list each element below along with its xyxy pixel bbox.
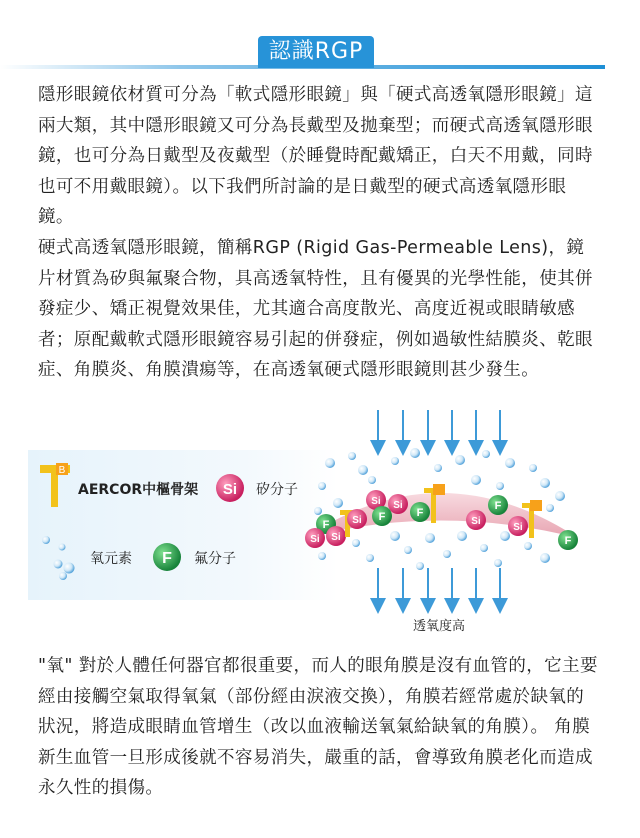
si-legend-symbol (216, 474, 244, 502)
svg-text:Si: Si (310, 534, 320, 545)
paragraph-lens-types: 隱形眼鏡依材質可分為「軟式隱形眼鏡」與「硬式高透氧隱形眼鏡」這兩大類，其中隱形眼鏡又可分為長戴型及拋棄型；而硬式高透氧隱形眼鏡，也可分為日戴型及夜戴型（於睡覺時配戴矯正，白天不用戴，同時也可不用戴眼鏡）。以下我們所討論的是日戴型的硬式高透氧隱形眼鏡。 (38, 85, 593, 227)
svg-text:F: F (416, 507, 424, 519)
svg-text:F: F (322, 519, 330, 531)
si-legend-label: 矽分子 (256, 482, 298, 498)
svg-text:F: F (564, 535, 572, 547)
oxygen-legend-symbol (42, 536, 75, 580)
svg-text:Si: Si (393, 500, 403, 511)
fluorine-legend-label: 氟分子 (194, 551, 236, 567)
aercor-legend-label: AERCOR中樞骨架 (78, 482, 199, 498)
section-header (0, 30, 640, 76)
svg-text:B: B (58, 465, 66, 476)
oxygen-legend-label: 氧元素 (90, 551, 132, 567)
incoming-oxygen-arrows (378, 410, 500, 448)
svg-text:Si: Si (352, 515, 362, 526)
svg-text:Si: Si (471, 516, 481, 527)
paragraph-oxygen-importance: "氧" 對於人體任何器官都很重要，而人的眼角膜是沒有血管的，它主要經由接觸空氣取得氧氣（部份經由淚液交換），角膜若經常處於缺氧的狀況，將造成眼睛血管增生（改以血液輸送氧氣給缺氧的角膜）。 角膜新生血管一旦形成後就不容易消失，嚴重的話，會導致角膜老化而造成永久性的損傷。 (38, 656, 598, 798)
svg-text:Si: Si (371, 496, 381, 507)
outgoing-oxygen-arrows (378, 568, 500, 606)
svg-text:Si: Si (513, 522, 523, 533)
aercor-legend-symbol (40, 463, 70, 507)
svg-text:F: F (162, 550, 172, 567)
page-title: 認識RGP (258, 36, 374, 68)
svg-text:F: F (494, 500, 502, 512)
paragraph-rgp-definition: 硬式高透氧隱形眼鏡，簡稱RGP (Rigid Gas-Permeable Lens)，鏡片材質為矽與氟聚合物，具高透氧特性，且有優異的光學性能，使其併發症少、矯正視覺效果佳，尤其適合高度散光、高度近視或眼睛敏感者；原配戴軟式隱形眼鏡容易引起的併發症，例如過敏性結膜炎、乾眼症、角膜炎、角膜潰瘍等，在高透氧硬式隱形眼鏡則甚少發生。 (38, 238, 593, 380)
diagram-graphic (0, 408, 640, 640)
svg-text:Si: Si (331, 532, 341, 543)
oxygen-permeability-diagram (0, 408, 640, 640)
svg-text:Si: Si (222, 481, 238, 498)
permeability-label: 透氧度高 (413, 619, 466, 634)
svg-text:F: F (378, 511, 386, 523)
fluorine-legend-symbol (153, 543, 181, 571)
